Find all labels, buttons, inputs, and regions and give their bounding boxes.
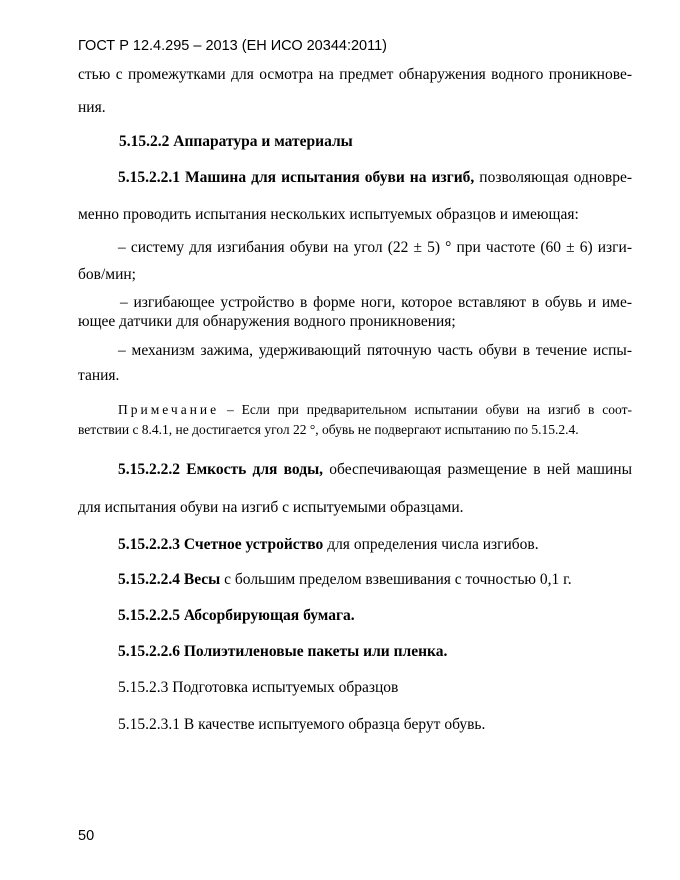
text-line: ющее датчики для обнаружения водного проникновения; <box>78 313 456 330</box>
list-item-line: – изгибающее устройство в форме ноги, которое вставляют в обувь и име- <box>120 294 632 311</box>
text-line: бов/мин; <box>78 266 136 283</box>
list-item-line: – систему для изгибания обуви на угол (22 ± 5) ° при частоте (60 ± 6) изги- <box>118 239 632 256</box>
text: обеспечивающая размещение в ней машины <box>323 461 632 478</box>
note-line <box>78 401 632 419</box>
bold-term: 5.15.2.2.6 Полиэтиленовые пакеты или пленка. <box>118 643 448 660</box>
page-number: 50 <box>78 828 95 844</box>
paragraph-line <box>78 571 632 589</box>
text: позволяющая одновре- <box>474 169 632 186</box>
bold-term: 5.15.2.2.5 Абсорбирующая бумага. <box>118 607 355 624</box>
text-line: менно проводить испытания нескольких испытуемых образцов и имеющая: <box>78 206 579 223</box>
paragraph-line <box>78 607 632 625</box>
text-line: ния. <box>78 99 106 116</box>
text-line: тания. <box>78 367 120 384</box>
paragraph-line <box>78 536 632 554</box>
text: с большим пределом взвешивания с точностью 0,1 г. <box>220 571 572 588</box>
text-line: для испытания обуви на изгиб с испытуемыми образцами. <box>78 499 464 516</box>
bold-term: 5.15.2.2.1 Машина для испытания обуви на изгиб, <box>118 169 475 186</box>
note-label: Примечание <box>118 402 220 417</box>
document-header: ГОСТ Р 12.4.295 – 2013 (ЕН ИСО 20344:2011) <box>78 38 387 54</box>
section-heading <box>119 133 673 151</box>
text: – Если при предварительном испытании обуви на изгиб в соот- <box>219 402 632 417</box>
subsection-heading: 5.15.2.3 Подготовка испытуемых образцов <box>118 679 399 696</box>
paragraph-line <box>78 169 632 187</box>
paragraph-line <box>78 643 632 661</box>
section-heading-text: 5.15.2.2 Аппаратура и материалы <box>119 133 353 150</box>
list-item-line: – механизм зажима, удерживающий пяточную часть обуви в течение испы- <box>118 342 632 359</box>
bold-term: 5.15.2.2.2 Емкость для воды, <box>118 461 324 478</box>
paragraph-line <box>78 461 632 479</box>
text: для определения числа изгибов. <box>323 536 539 553</box>
note-line: ветствии с 8.4.1, не достигается угол 22 °, обувь не подвергают испытанию по 5.15.2.4. <box>78 422 579 437</box>
bold-term: 5.15.2.2.4 Весы <box>118 571 221 588</box>
paragraph-line: 5.15.2.3.1 В качестве испытуемого образца берут обувь. <box>118 716 486 733</box>
bold-term: 5.15.2.2.3 Счетное устройство <box>118 536 324 553</box>
text-line: стью с промежутками для осмотра на предмет обнаружения водного проникнове- <box>78 66 632 83</box>
